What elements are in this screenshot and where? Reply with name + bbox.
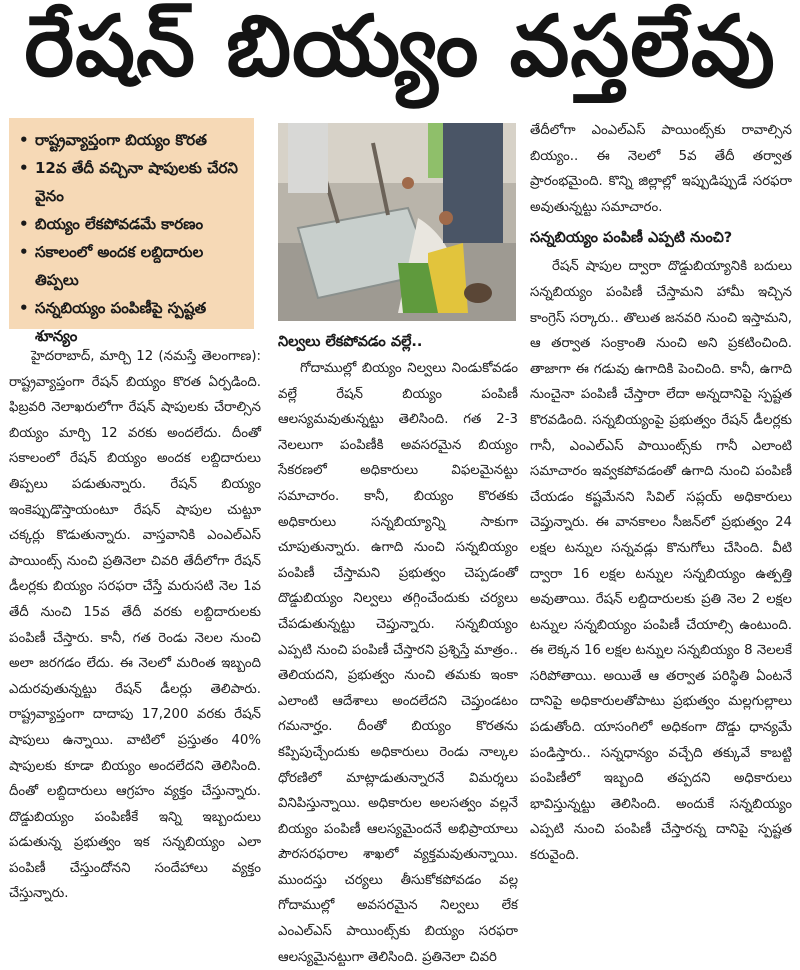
highlight-item: • సకాలంలో అందక లబ్దిదారుల తిప్పలు bbox=[19, 238, 246, 294]
article-paragraph: గోదాముల్లో బియ్యం నిల్వలు నిండుకోవడం వల్లే రేషన్ బియ్యం పంపిణీ ఆలస్యమవుతున్నట్టు తెలిసింది. గత 2-3 నెలలుగా పంపిణీకి అవసరమైన బియ్యం సేకరణలో అధికారులు విఫలమైనట్టు సమాచారం. కానీ, బియ్యం కొరతకు అధికారులు సన్నబియ్యాన్ని సాకుగా చూపుతున్నారు. ఉగాది నుంచి సన్నబియ్యం పంపిణీ చేస్తామని ప్రభుత్వం చెప్పడంతో దొడ్డుబియ్యం నిల్వలు తగ్గించేందుకు చర్యలు చేపడుతున్నట్టు చెప్తున్నారు. సన్నబియ్యం ఎప్పటి నుంచి పంపిణీ చేస్తారని ప్రశ్నిస్తే మాత్రం.. తెలియదని, ప్రభుత్వం నుంచి తమకు ఇంకా ఎలాంటి ఆదేశాలు అందలేదని చెప్తుండటం గమనార్హం. దీంతో బియ్యం కొరతను కప్పిపుచ్చేందుకు అధికారులు రెండు నాల్కల ధోరణిలో మాట్లాడుతున్నారనే విమర్శలు వినిపిస్తున్నాయి. అధికారుల అలసత్వం వల్లనే బియ్యం పంపిణీ ఆలస్యమైందనే అభిప్రాయాలు పౌరసరఫరాల శాఖలో వ్యక్తమవుతున్నాయి. ముందస్తు చర్యలు తీసుకోకపోవడం వల్ల గోదాముల్లో అవసరమైన నిల్వలు లేక ఎంఎల్‌ఎస్ పాయింట్స్‌కు బియ్యం సరఫరా ఆలస్యమైనట్టుగా తెలిసింది. ప్రతినెలా చివరి bbox=[278, 361, 518, 965]
rice-distribution-photo bbox=[278, 123, 516, 321]
article-paragraph: తేదీలోగా ఎంఎల్‌ఎస్ పాయింట్స్‌కు రావాల్సిన బియ్యం.. ఈ నెలలో 5వ తేదీ తర్వాత ప్రారంభమైంది. కొన్ని జిల్లాల్లో ఇప్పుడిప్పుడే సరఫరా అవుతున్నట్టు సమాచారం. bbox=[530, 123, 792, 215]
highlights-box bbox=[9, 118, 254, 345]
highlight-item: • రాష్ట్రవ్యాప్తంగా బియ్యం కొరత bbox=[19, 126, 246, 154]
highlights-list bbox=[19, 126, 246, 350]
highlight-item: • 12వ తేదీ వచ్చినా షాపులకు చేరని వైనం bbox=[19, 154, 246, 210]
article-column-1 bbox=[9, 344, 261, 907]
section-heading: నిల్వలు లేకపోవడం వల్లే.. bbox=[278, 334, 423, 350]
article-paragraph: రేషన్ షాపుల ద్వారా దొడ్డుబియ్యానికి బదులు సన్నబియ్యం పంపిణీ చేస్తామని హామీ ఇచ్చిన కాంగ్రెస్ సర్కారు.. తొలుత జనవరి నుంచి ఇస్తామని, ఆ తర్వాత సంక్రాంతి నుంచి అని ప్రకటించింది. తాజాగా ఈ గడువు ఉగాదికి పెంచింది. కానీ, ఉగాది నుంచైనా పంపిణీ చేస్తారా లేదా అన్నదానిపై స్పష్టత కొరవడింది. సన్నబియ్యంపై ప్రభుత్వం రేషన్ డీలర్లకు గానీ, ఎంఎల్‌ఎస్ పాయింట్స్‌కు గానీ ఎలాంటి సమాచారం ఇవ్వకపోవడంతో ఉగాది నుంచి పంపిణీ చేయడం కష్టమేనని సివిల్ సప్లయ్ అధికారులు చెప్తున్నారు. ఈ వానకాలం సీజన్‌లో ప్రభుత్వం 24 లక్షల టన్నుల సన్నవడ్లు కొనుగోలు చేసింది. వీటి ద్వారా 16 లక్షల టన్నుల సన్నబియ్యం ఉత్పత్తి అవుతాయి. రేషన్ లబ్దిదారులకు ప్రతి నెల 2 లక్షల టన్నుల సన్నబియ్యం పంపిణీ చేయాల్సి ఉంటుంది. ఈ లెక్కన 16 లక్షల టన్నుల సన్నబియ్యం 8 నెలలకే సరిపోతాయి. అయితే ఆ తర్వాత పరిస్థితి ఏంటనే దానిపై అధికారులతోపాటు ప్రభుత్వం మల్లగుల్లాలు పడుతోంది. యాసంగిలో అధికంగా దొడ్డు ధాన్యమే పండిస్తారు.. సన్నధాన్యం వచ్చేది తక్కువే కాబట్టి పంపిణీలో ఇబ్బంది తప్పదని అధికారులు భావిస్తున్నట్టు తెలిసింది. అందుకే సన్నబియ్యం ఎప్పటి నుంచి పంపిణీ చేస్తారన్న దానిపై స్పష్టత కరువైంది. bbox=[530, 259, 792, 864]
article-column-3 bbox=[530, 118, 792, 869]
highlight-item: • బియ్యం లేకపోవడమే కారణం bbox=[19, 210, 246, 238]
headline: రేషన్ బియ్యం వస్తలేవు bbox=[24, 0, 776, 95]
section-heading: సన్నబియ్యం పంపిణీ ఎప్పటి నుంచి? bbox=[530, 230, 733, 247]
article-paragraph: హైదరాబాద్, మార్చి 12 (నమస్తే తెలంగాణ): రాష్ట్రవ్యాప్తంగా రేషన్ బియ్యం కొరత ఏర్పడింది. ఫిబ్రవరి నెలాఖరులోగా రేషన్ షాపులకు చేరాల్సిన బియ్యం మార్చి 12 వరకు అందలేదు. దీంతో సకాలంలో రేషన్ బియ్యం అందక లబ్దిదారులు తిప్పలు పడుతున్నారు. రేషన్ బియ్యం ఇంకెప్పుడొస్తాయంటూ రేషన్ షాపుల చుట్టూ చక్కర్లు కొడుతున్నారు. వాస్తవానికి ఎంఎల్‌ఎస్ పాయింట్స్ నుంచి ప్రతినెలా చివరి తేదీలోగా రేషన్ డీలర్లకు బియ్యం సరఫరా చేస్తే మరుసటి నెల 1వ తేదీ నుంచి 15వ తేదీ వరకు లబ్దిదారులకు పంపిణీ చేస్తారు. కానీ, గత రెండు నెలల నుంచి అలా జరగడం లేదు. ఈ నెలలో మరింత ఇబ్బంది ఎదురవుతున్నట్టు రేషన్ డీలర్లు తెలిపారు. రాష్ట్రవ్యాప్తంగా దాదాపు 17,200 వరకు రేషన్ షాపులు ఉన్నాయి. వాటిలో ప్రస్తుతం 40% షాపులకు కూడా బియ్యం అందలేదని తెలిసింది. దీంతో లబ్దిదారులు ఆగ్రహం వ్యక్తం చేస్తున్నారు. దొడ్డుబియ్యం పంపిణీకే ఇన్ని ఇబ్బందులు పడుతున్న ప్రభుత్వం ఇక సన్నబియ్యం ఎలా పంపిణీ చేస్తుందోనని సందేహాలు వ్యక్తం చేస్తున్నారు. bbox=[9, 349, 261, 902]
highlight-item: • సన్నబియ్యం పంపిణీపై స్పష్టత శూన్యం bbox=[19, 294, 246, 350]
news-photo bbox=[278, 123, 516, 321]
article-column-2 bbox=[278, 330, 518, 970]
